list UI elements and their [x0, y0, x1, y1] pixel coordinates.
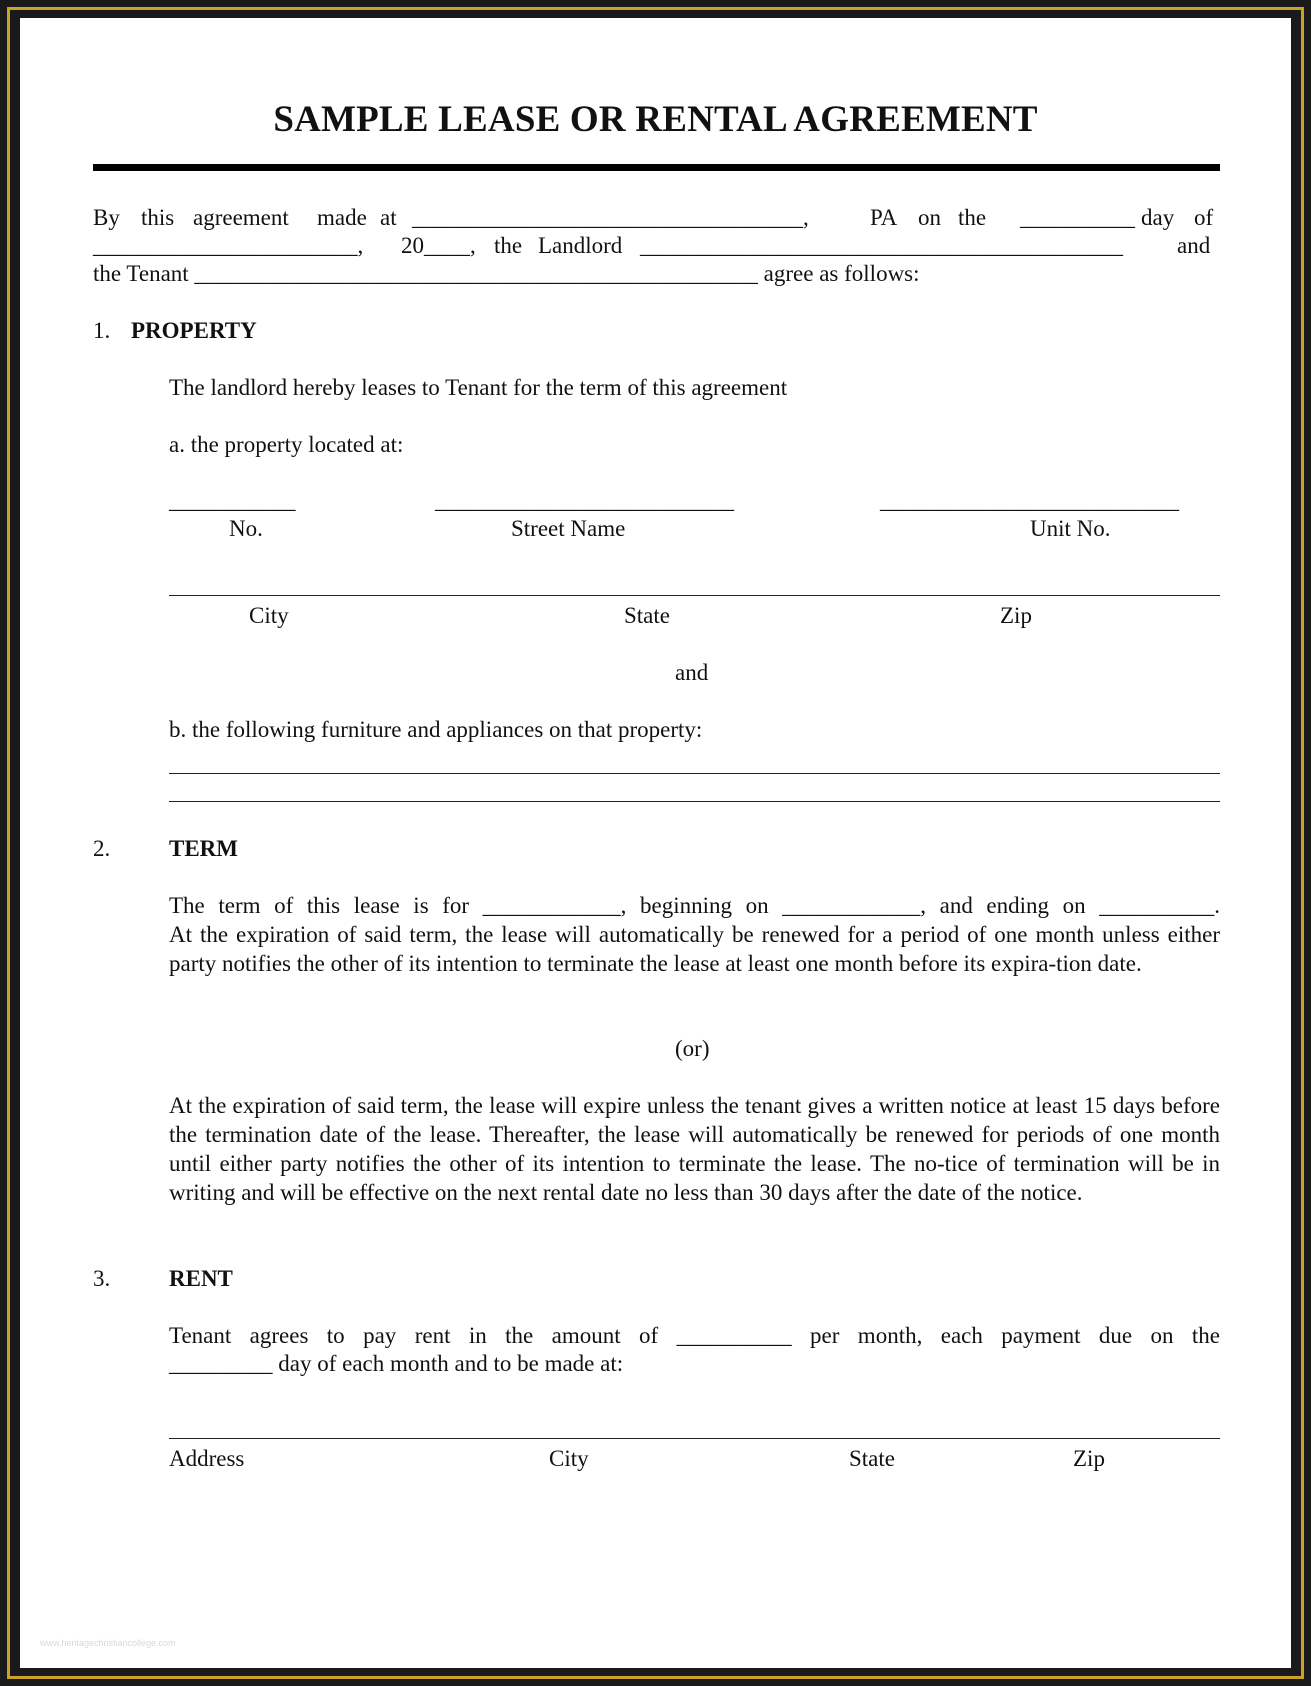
payment-address-line [169, 1438, 1220, 1439]
label-city: City [549, 1446, 589, 1471]
label-state: State [849, 1446, 895, 1471]
intro-word: made [317, 205, 367, 230]
document-page [20, 18, 1291, 1668]
intro-landlord-blank: __________________________________________ [640, 233, 1123, 258]
blank-number: ___________ [169, 488, 296, 513]
rent-para-line2: _________ day of each month and to be made at: [169, 1351, 624, 1376]
document-title: SAMPLE LEASE OR RENTAL AGREEMENT [273, 99, 1038, 140]
furniture-line-2 [169, 801, 1220, 802]
property-intro-text: The landlord hereby leases to Tenant for the term of this agreement [169, 375, 788, 400]
term-para2: At the expiration of said term, the lease will expire unless the tenant gives a written notice at least 15 days before the termination date of the lease. Thereafter, the lease will automatically be renewed for periods of one month until either party notifies the other of its intention to terminate the lease. The no-tice of termination will be in writing and will be effective on the next rental date no less than 30 days after the date of the notice. [169, 1093, 1220, 1205]
label-number: No. [229, 516, 263, 541]
intro-word: at [380, 205, 397, 230]
section-heading-property: PROPERTY [131, 318, 257, 343]
label-address: Address [169, 1446, 245, 1471]
term-para1-line1: The term of this lease is for ____________, beginning on ____________, and ending on __________. [169, 893, 1220, 918]
intro-word: the [494, 233, 523, 258]
watermark-text: www.heritagechristiancollege.com [40, 1638, 176, 1648]
property-item-a: a. the property located at: [169, 432, 404, 457]
intro-word: Landlord [538, 233, 623, 258]
section-heading-term: TERM [169, 836, 238, 861]
intro-month-blank: _______________________, [93, 233, 364, 258]
intro-word: this [141, 205, 175, 230]
label-city: City [249, 603, 289, 628]
title-rule [93, 164, 1220, 171]
intro-word: of [1194, 205, 1214, 230]
intro-word: PA [870, 205, 898, 230]
label-state: State [624, 603, 670, 628]
intro-tenant-line: the Tenant _________________________________________________ agree as follows: [93, 261, 920, 286]
label-zip: Zip [1000, 603, 1032, 628]
section-heading-rent: RENT [169, 1266, 233, 1291]
intro-location-blank: __________________________________, [412, 205, 809, 230]
blank-unit: __________________________ [880, 488, 1179, 513]
section-number: 2. [93, 836, 111, 861]
intro-word: and [1177, 233, 1211, 258]
intro-word: agreement [193, 205, 289, 230]
property-item-b: b. the following furniture and appliances on that property: [169, 717, 703, 742]
furniture-line-1 [169, 773, 1220, 774]
label-street-name: Street Name [511, 516, 626, 541]
rent-para-line1: Tenant agrees to pay rent in the amount of __________ per month, each payment due on the [169, 1323, 1220, 1348]
or-text: (or) [675, 1036, 710, 1061]
blank-street: __________________________ [435, 488, 734, 513]
intro-year: 20____, [401, 233, 476, 258]
city-state-zip-line [169, 595, 1220, 596]
term-para1-rest: At the expiration of said term, the lease will automatically be renewed for a period of one month unless either party notifies the other of its intention to terminate the lease at least one month before its expira-tion date. [169, 922, 1220, 976]
section-number: 1. [93, 318, 111, 343]
intro-word: By [93, 205, 120, 230]
section-number: 3. [93, 1266, 111, 1291]
and-text: and [675, 660, 709, 685]
intro-day-blank: __________ [1020, 205, 1135, 230]
intro-word: the [958, 205, 987, 230]
intro-word: on [918, 205, 941, 230]
label-unit-number: Unit No. [1030, 516, 1111, 541]
label-zip: Zip [1073, 1446, 1105, 1471]
intro-word: day [1141, 205, 1175, 230]
